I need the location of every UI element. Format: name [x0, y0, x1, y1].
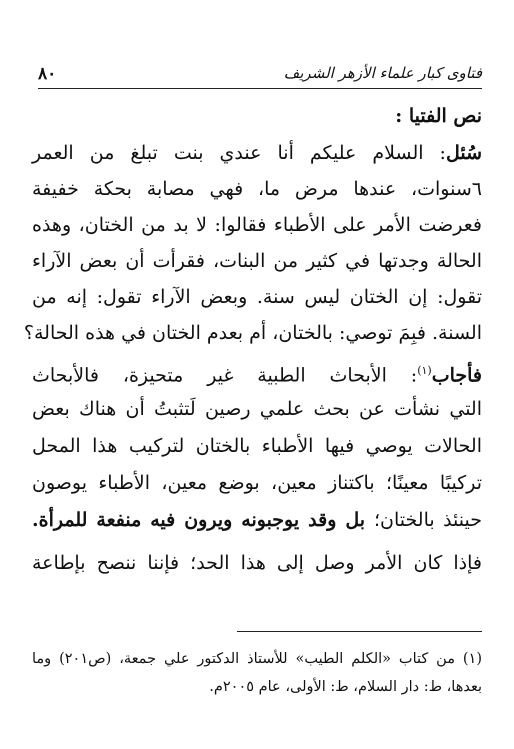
footnote-line-1: (١) من كتاب «الكلم الطيب» للأستاذ الدكتور علي جمعة، (ص٢٠١) وما — [32, 651, 483, 667]
footnote-line-2: بعدها، ط: دار السلام، ط: الأولى، عام ٢٠٠٥م. — [209, 679, 482, 695]
answer-line-3: الحالات يوصي فيها الأطباء بالختان لتركيب هذا المحل — [32, 435, 482, 457]
question-text: : السلام عليكم أنا عندي بنت تبلغ من العمر — [32, 142, 446, 164]
question-line-1 — [32, 138, 482, 168]
answer-line-5-text: حينئذ بالختان؛ — [374, 509, 482, 531]
question-label: سُئل — [445, 142, 482, 164]
footnote-rule — [237, 631, 482, 632]
answer-line-5 — [32, 505, 482, 535]
question-line-6: السنة. فبِمَ توصي: بالختان، أم بعدم الختان في هذه الحالة؟ — [23, 322, 482, 344]
section-heading: نص الفتيا : — [395, 105, 482, 127]
question-line-5: تقول: إن الختان ليس سنة. وبعض الآراء تقول: إنه من — [32, 286, 482, 308]
question-line-2: ٦سنوات، عندها مرض ما، فهي مصابة بحكة خفيفة — [32, 178, 482, 200]
page-number: ٨٠ — [38, 64, 57, 84]
answer-line-4: تركيبًا معينًا؛ باكتناز معين، بوضع معين، الأطباء يوصون — [32, 472, 482, 494]
header-rule — [38, 88, 482, 89]
answer-label: فأجاب — [431, 364, 482, 387]
answer-text: : الأبحاث الطبية غير متحيزة، فالأبحاث — [32, 364, 418, 387]
question-line-4: الحالة وجدتها في كثير من البنات، فقرأت أن بعض الآراء — [32, 250, 482, 272]
answer-line-2: التي نشأت عن بحث علمي رصين لَتثبتُ أن هناك بعض — [32, 398, 482, 420]
answer-line-6: فإذا كان الأمر وصل إلى هذا الحد؛ فإننا ننصح بإطاعة — [32, 552, 482, 574]
question-line-3: فعرضت الأمر على الأطباء فقالوا: لا بد من الختان، وهذه — [32, 214, 482, 236]
answer-emphasis: بل وقد يوجبونه ويرون فيه منفعة للمرأة. — [32, 509, 375, 531]
footnote-marker: (١) — [417, 364, 432, 377]
answer-line-1 — [32, 356, 482, 390]
running-header — [38, 64, 482, 86]
running-title: فتاوى كبار علماء الأزهر الشريف — [283, 64, 482, 82]
